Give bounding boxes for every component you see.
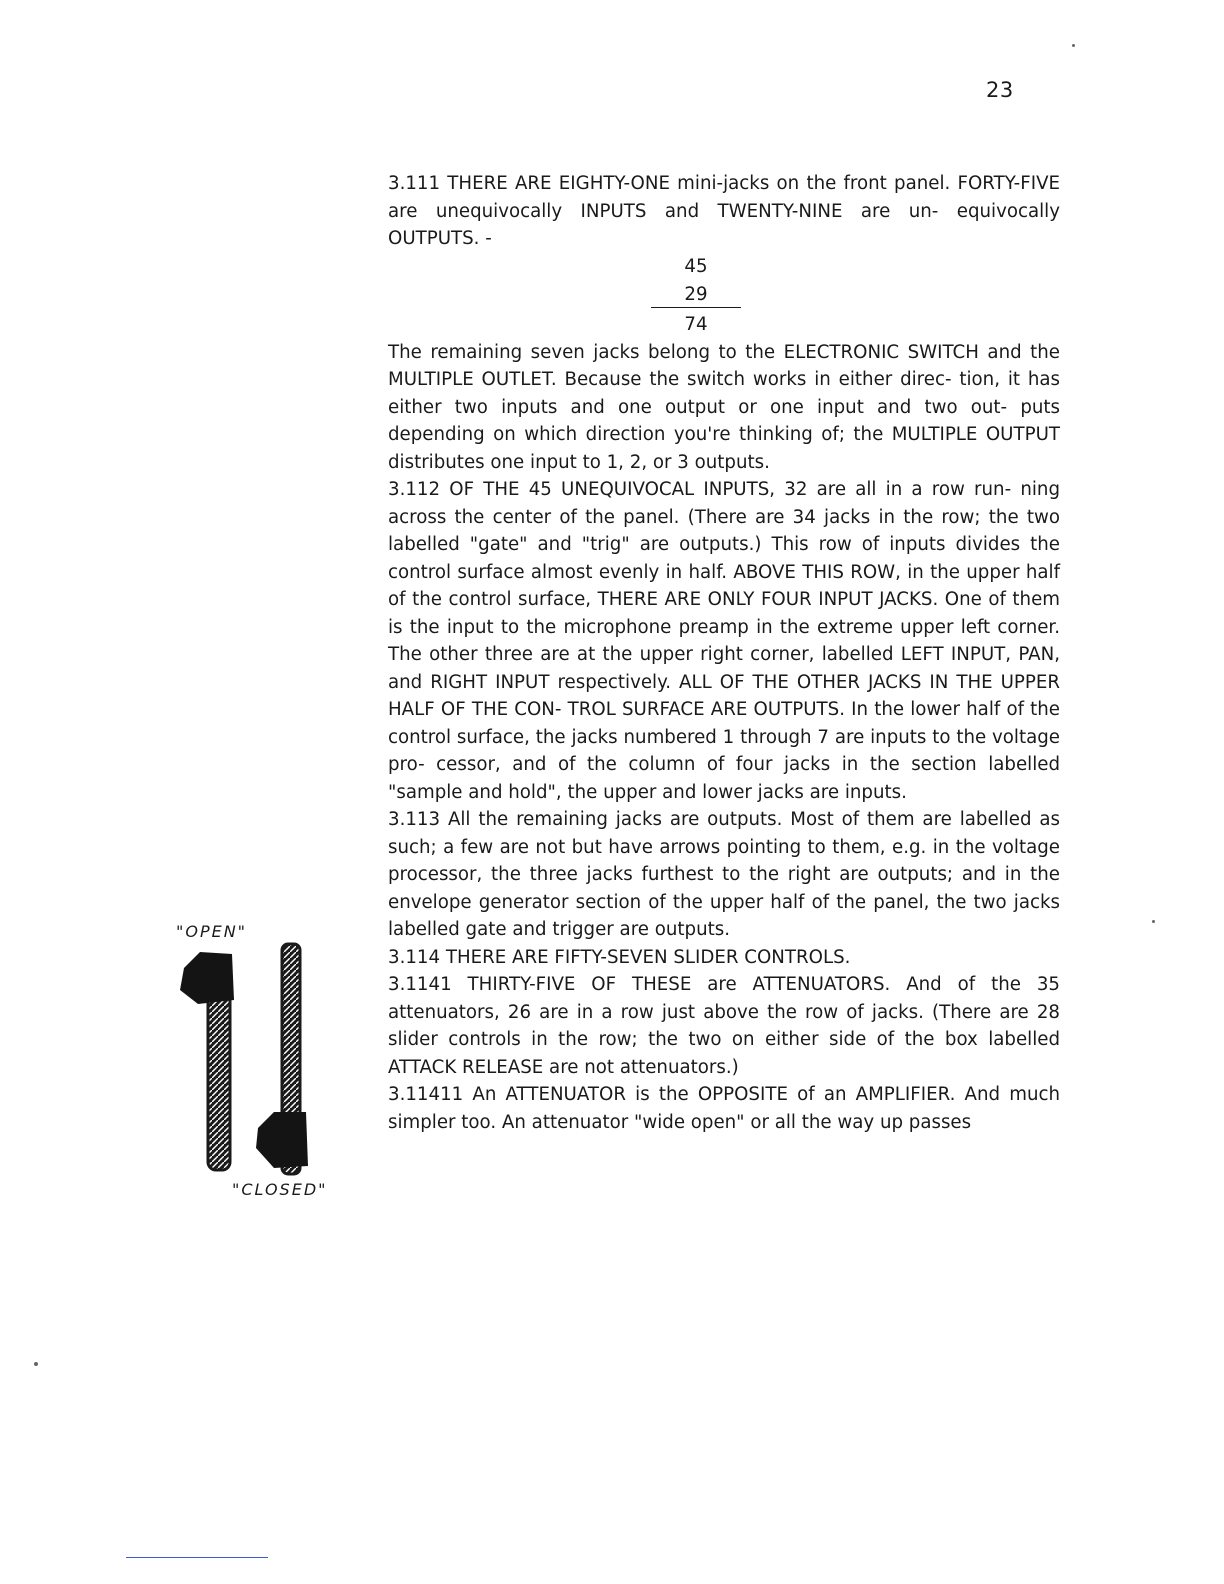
sum-addend-2: 29 xyxy=(684,283,708,305)
scan-speck xyxy=(1072,44,1075,47)
page-number: 23 xyxy=(986,78,1014,102)
paragraph-3-1141: 3.1141 THIRTY-FIVE OF THESE are ATTENUATORS. And of the 35 attenuators, 26 are in a row just above the row of jacks. (There are 28 slider controls in the row; the two on either side of the box labelled ATTACK RELEASE are not attenuators.) xyxy=(388,974,1060,1078)
paragraph-3-111: 3.111 THERE ARE EIGHTY-ONE mini-jacks on the front panel. FORTY-FIVE are unequivocally INPUTS and TWENTY-NINE are un- equivocally OUTPUTS. - xyxy=(388,173,1060,249)
paragraph-3-113: 3.113 All the remaining jacks are outputs. Most of them are labelled as such; a few are not but have arrows pointing to them, e.g. in the voltage processor, the three jacks furthest to the right are outputs; and in the envelope generator section of the upper half of the panel, the two jacks labelled gate and trigger are outputs. xyxy=(388,809,1060,940)
paragraph-3-114: 3.114 THERE ARE FIFTY-SEVEN SLIDER CONTROLS. xyxy=(388,946,851,968)
sum-total: 74 xyxy=(684,313,708,335)
caption-open: "OPEN" xyxy=(176,922,248,941)
caption-closed: "CLOSED" xyxy=(232,1180,328,1199)
scan-speck xyxy=(1152,920,1155,923)
body-text xyxy=(388,170,1060,1136)
sum-addend-1: 45 xyxy=(684,255,708,277)
slider-sketch-icon xyxy=(170,940,330,1180)
sum-calculation xyxy=(651,253,741,339)
closed-slider-knob xyxy=(256,1112,308,1168)
footnote-rule xyxy=(126,1557,268,1558)
paragraph-3-11411: 3.11411 An ATTENUATOR is the OPPOSITE of an AMPLIFIER. And much simpler too. An attenuator "wide open" or all the way up passes xyxy=(388,1084,1060,1133)
open-slider-knob xyxy=(180,952,234,1004)
scan-speck xyxy=(34,1362,38,1366)
paragraph-remaining-jacks: The remaining seven jacks belong to the ELECTRONIC SWITCH and the MULTIPLE OUTLET. Because the switch works in either direc- tion, it has either two inputs and one output or one input and two out- puts depending on which direction you're thinking of; the MULTIPLE OUTPUT distributes one input to 1, 2, or 3 outputs. xyxy=(388,341,1060,473)
paragraph-3-112: 3.112 OF THE 45 UNEQUIVOCAL INPUTS, 32 are all in a row run- ning across the center of the panel. (There are 34 jacks in the row; the two labelled "gate" and "trig" are outputs.) This row of inputs divides the control surface almost evenly in half. ABOVE THIS ROW, in the upper half of the control surface, THERE ARE ONLY FOUR INPUT JACKS. One of them is the input to the microphone preamp in the extreme upper left corner. The other three are at the upper right corner, labelled LEFT INPUT, PAN, and RIGHT INPUT respectively. ALL OF THE OTHER JACKS IN THE UPPER HALF OF THE CON- TROL SURFACE ARE OUTPUTS. In the lower half of the control surface, the jacks numbered 1 through 7 are inputs to the voltage pro- cessor, and of the column of four jacks in the section labelled "sample and hold", the upper and lower jacks are inputs. xyxy=(388,479,1060,803)
